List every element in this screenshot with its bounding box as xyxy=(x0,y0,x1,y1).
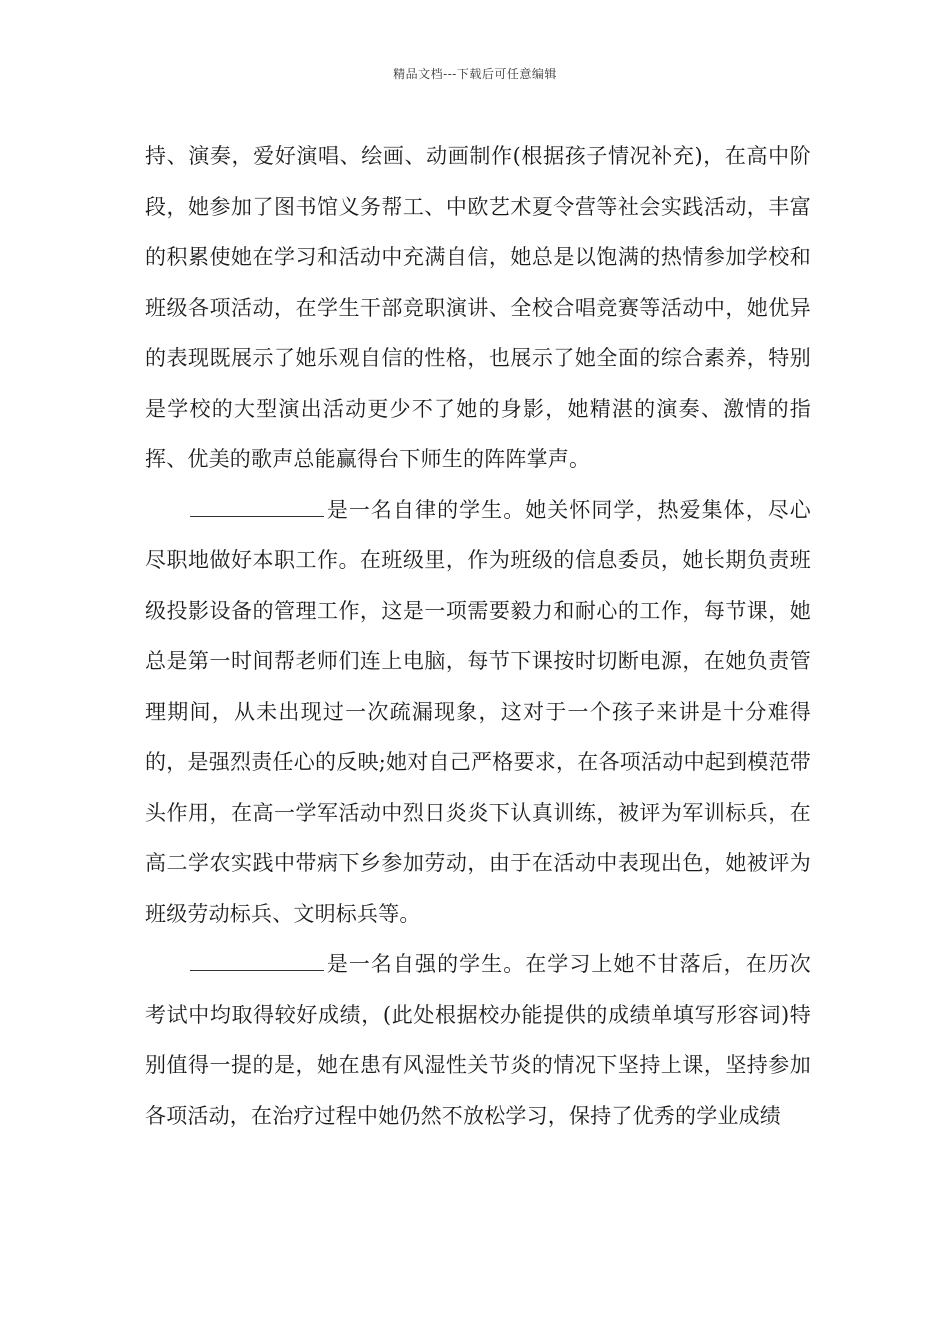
name-blank xyxy=(190,498,324,517)
paragraph-activities: 持、演奏，爱好演唱、绘画、动画制作(根据孩子情况补充)，在高中阶段，她参加了图书馆义务帮工、中欧艺术夏令营等社会实践活动，丰富的积累使她在学习和活动中充满自信，她总是以饱满的热情参加学校和班级各项活动，在学生干部竞职演讲、全校合唱竞赛等活动中，她优异的表现既展示了她乐观自信的性格，也展示了她全面的综合素养，特别是学校的大型演出活动更少不了她的身影，她精湛的演奏、激情的指挥、优美的歌声总能赢得台下师生的阵阵掌声。 xyxy=(145,144,811,471)
paragraph-self-discipline xyxy=(145,485,811,940)
name-blank xyxy=(190,952,324,971)
paragraph-self-discipline-text: 是一名自律的学生。她关怀同学，热爱集体，尽心尽职地做好本职工作。在班级里，作为班级的信息委员，她长期负责班级投影设备的管理工作，这是一项需要毅力和耐心的工作，每节课，她总是第一时间帮老师们连上电脑，每节下课按时切断电源，在她负责管理期间，从未出现过一次疏漏现象，这对于一个孩子来讲是十分难得的，是强烈责任心的反映;她对自己严格要求，在各项活动中起到模范带头作用，在高一学军活动中烈日炎炎下认真训练，被评为军训标兵，在高二学农实践中带病下乡参加劳动，由于在活动中表现出色，她被评为班级劳动标兵、文明标兵等。 xyxy=(145,497,811,926)
paragraph-self-improvement-text: 是一名自强的学生。在学习上她不甘落后，在历次考试中均取得较好成绩，(此处根据校办能提供的成绩单填写形容词)特别值得一提的是，她在患有风湿性关节炎的情况下坚持上课，坚持参加各项活动，在治疗过程中她仍然不放松学习，保持了优秀的学业成绩 xyxy=(145,952,811,1128)
document-body xyxy=(145,131,811,1141)
paragraph-self-improvement xyxy=(145,939,811,1141)
page-header: 精品文档---下载后可任意编辑 xyxy=(393,67,557,81)
